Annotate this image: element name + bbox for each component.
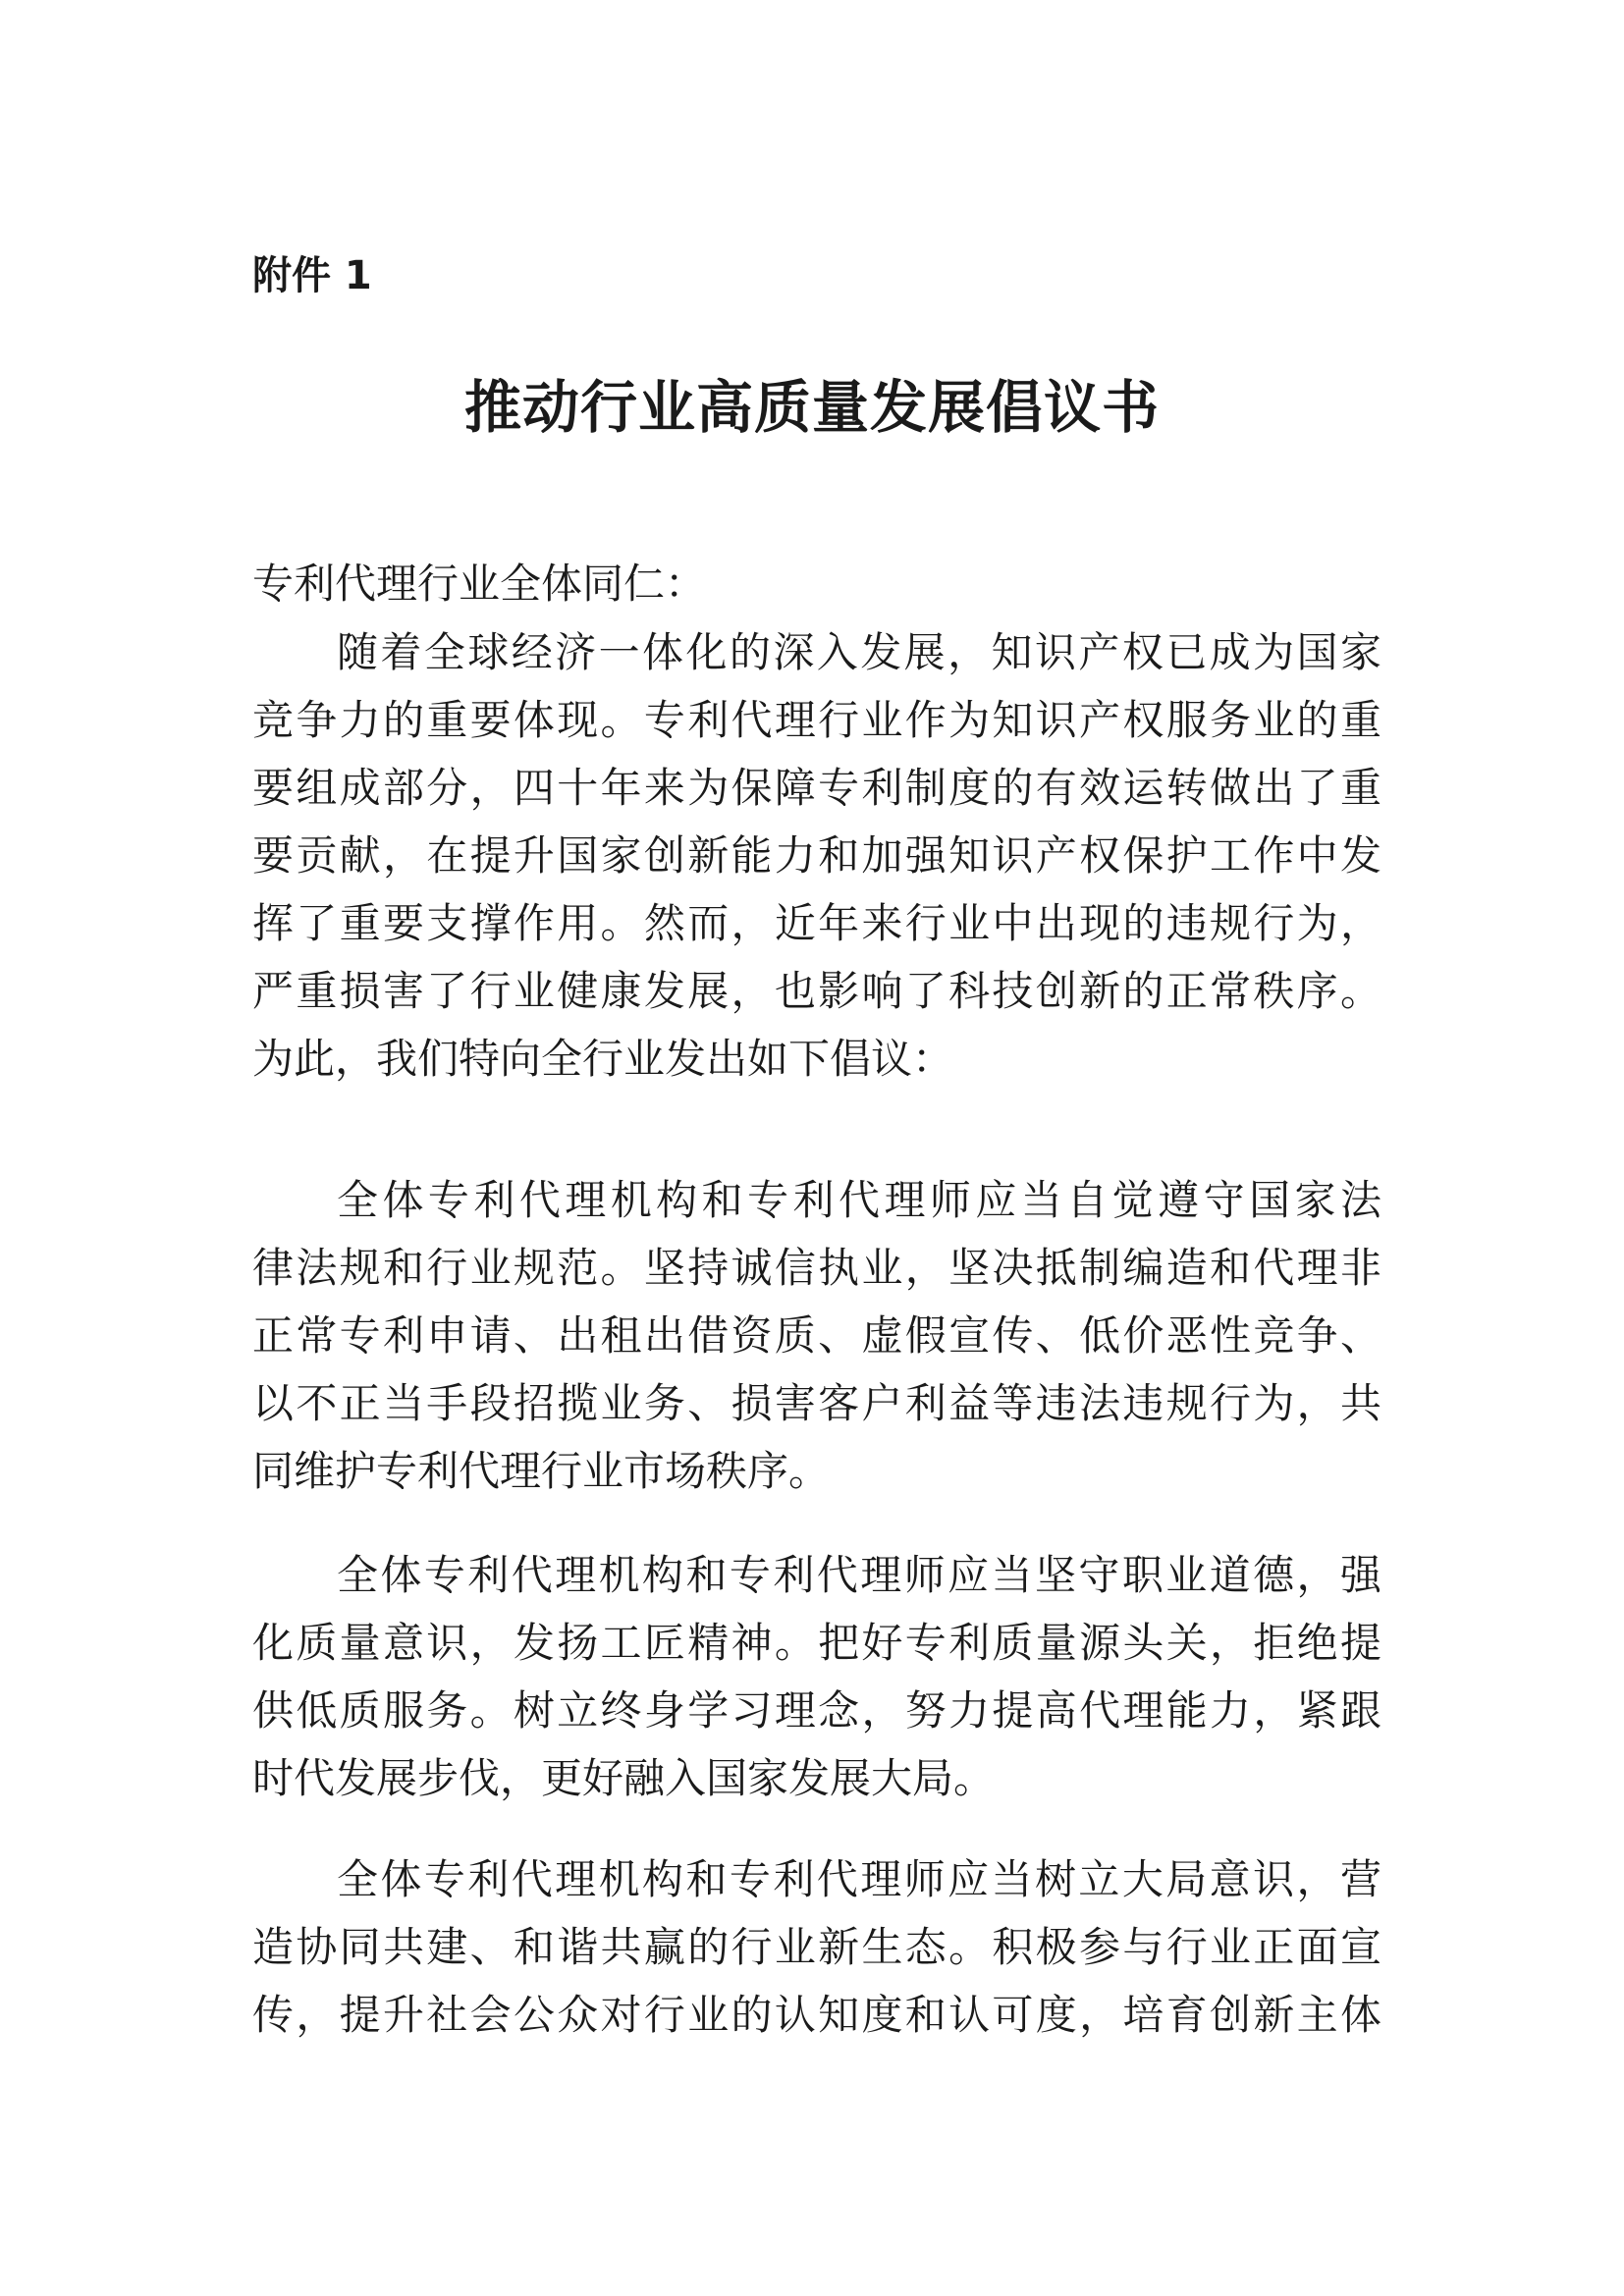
paragraph-2 <box>252 1166 1381 1505</box>
salutation-line: 专利代理行业全体同仁： <box>252 560 707 608</box>
paragraph-line: 要组成部分，四十年来为保障专利制度的有效运转做出了重 <box>252 764 1381 812</box>
paragraph-line: 全体专利代理机构和专利代理师应当树立大局意识，营 <box>337 1855 1381 1903</box>
paragraph-4 <box>252 1845 1381 2049</box>
attachment-label: 附件 1 <box>252 253 372 298</box>
paragraph-line: 供低质服务。树立终身学习理念，努力提高代理能力，紧跟 <box>252 1686 1381 1735</box>
paragraph-line: 为此，我们特向全行业发出如下倡议： <box>252 1035 954 1083</box>
paragraph-line: 全体专利代理机构和专利代理师应当自觉遵守国家法 <box>337 1176 1381 1224</box>
paragraph-line: 造协同共建、和谐共赢的行业新生态。积极参与行业正面宣 <box>252 1923 1381 1971</box>
paragraph-line: 化质量意识，发扬工匠精神。把好专利质量源头关，拒绝提 <box>252 1619 1381 1667</box>
paragraph-line: 正常专利申请、出租出借资质、虚假宣传、低价恶性竞争、 <box>252 1311 1381 1360</box>
paragraph-line: 随着全球经济一体化的深入发展，知识产权已成为国家 <box>337 628 1381 676</box>
paragraph-line: 时代发展步伐，更好融入国家发展大局。 <box>252 1754 996 1802</box>
paragraph-line: 要贡献，在提升国家创新能力和加强知识产权保护工作中发 <box>252 831 1381 880</box>
paragraph-line: 同维护专利代理行业市场秩序。 <box>252 1447 831 1495</box>
paragraph-1 <box>252 618 1381 1093</box>
paragraph-line: 以不正当手段招揽业务、损害客户利益等违法违规行为，共 <box>252 1379 1381 1427</box>
paragraph-line: 挥了重要支撑作用。然而，近年来行业中出现的违规行为， <box>252 899 1381 947</box>
document-title: 推动行业高质量发展倡议书 <box>463 374 1160 441</box>
paragraph-line: 竞争力的重要体现。专利代理行业作为知识产权服务业的重 <box>252 696 1381 744</box>
salutation <box>252 550 1381 617</box>
paragraph-3 <box>252 1541 1381 1812</box>
paragraph-line: 传，提升社会公众对行业的认知度和认可度，培育创新主体 <box>252 1991 1381 2039</box>
paragraph-line: 律法规和行业规范。坚持诚信执业，坚决抵制编造和代理非 <box>252 1244 1381 1292</box>
paragraph-line: 严重损害了行业健康发展，也影响了科技创新的正常秩序。 <box>252 967 1381 1015</box>
paragraph-line: 全体专利代理机构和专利代理师应当坚守职业道德，强 <box>337 1551 1381 1599</box>
